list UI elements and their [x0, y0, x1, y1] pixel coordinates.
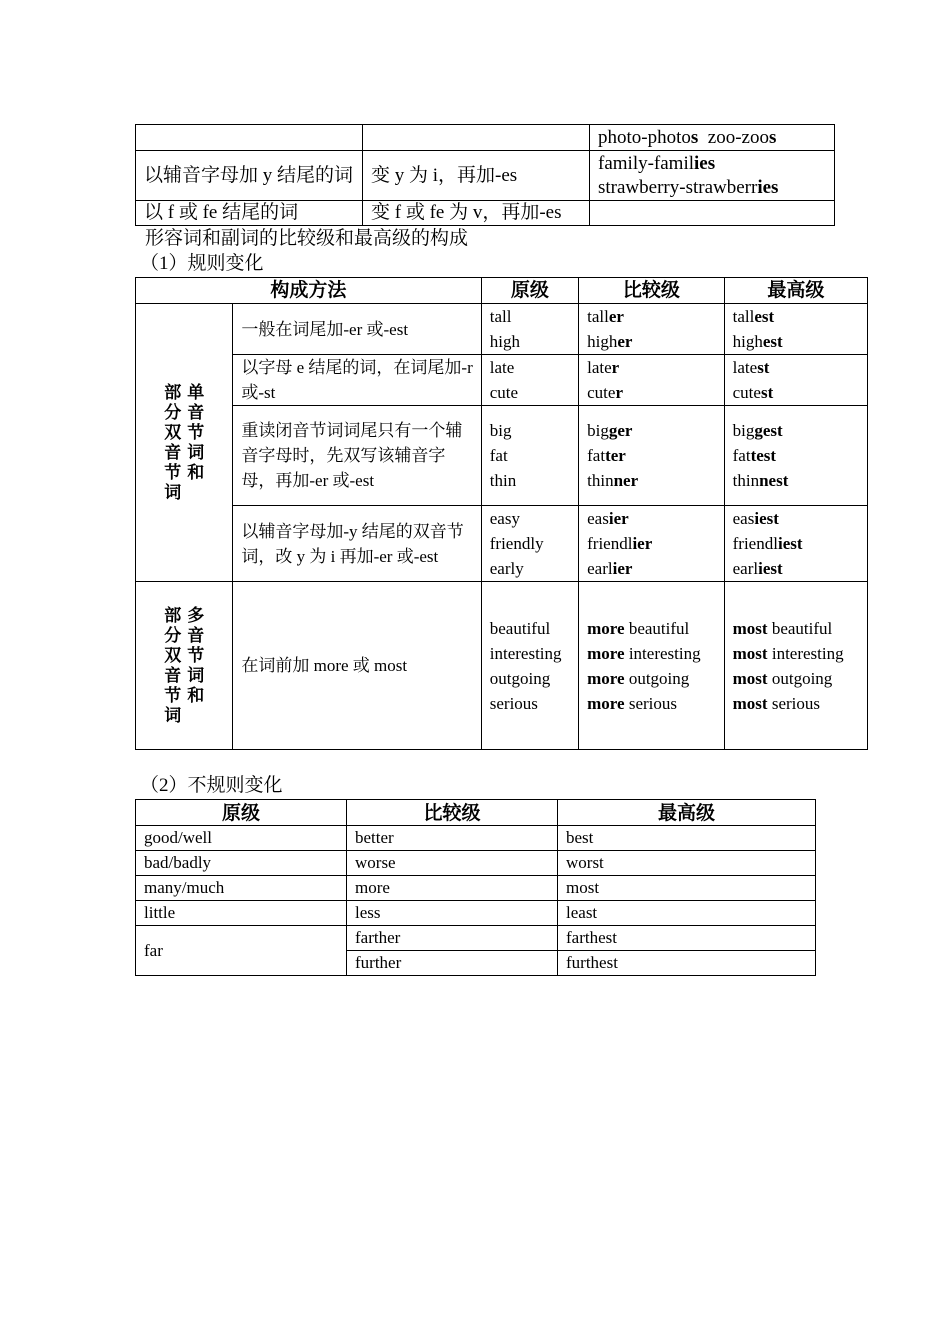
- comparative-cell: bigger fatter thinner: [579, 406, 725, 506]
- rule-cell: 以 f 或 fe 结尾的词: [136, 201, 363, 226]
- table-row: [136, 926, 816, 951]
- vertical-label-column: 部 分 双 音 节 词: [164, 382, 182, 503]
- superlative-cell: best: [558, 826, 816, 851]
- comparative-cell: more beautiful more interesting more outgoing more serious: [579, 582, 725, 750]
- table-row: [136, 901, 816, 926]
- irregular-comparison-table: [135, 799, 816, 976]
- base-cell: big fat thin: [481, 406, 578, 506]
- table-row: [136, 582, 868, 750]
- superlative-cell: latest cutest: [724, 355, 867, 406]
- vertical-label-column: 单 音 节 词 和: [187, 382, 205, 483]
- rule-cell: 以辅音字母加 y 结尾的词: [136, 151, 363, 201]
- header-row: [136, 800, 816, 826]
- superlative-cell: worst: [558, 851, 816, 876]
- superlative-cell: biggest fattest thinnest: [724, 406, 867, 506]
- group-label-poly-and-some-di: [136, 582, 233, 750]
- base-cell: good/well: [136, 826, 347, 851]
- method-cell: 一般在词尾加-er 或-est: [233, 304, 481, 355]
- regular-comparison-table: [135, 277, 868, 750]
- header-superlative: 最高级: [558, 800, 816, 826]
- table-row: [136, 125, 835, 151]
- table-row: [136, 151, 835, 201]
- superlative-cell: least: [558, 901, 816, 926]
- comparative-cell: worse: [347, 851, 558, 876]
- comparative-cell: later cuter: [579, 355, 725, 406]
- base-cell: far: [136, 926, 347, 976]
- superlative-cell: tallest highest: [724, 304, 867, 355]
- comparative-cell: farther: [347, 926, 558, 951]
- method-cell: 变 f 或 fe 为 v，再加-es: [363, 201, 590, 226]
- method-cell: 变 y 为 i，再加-es: [363, 151, 590, 201]
- header-base: 原级: [136, 800, 347, 826]
- irregular-subtitle: （2）不规则变化: [140, 775, 283, 796]
- method-cell: [363, 125, 590, 151]
- table-row: [136, 406, 868, 506]
- rule-cell: [136, 125, 363, 151]
- table-row: [136, 304, 868, 355]
- superlative-cell: farthest: [558, 926, 816, 951]
- base-cell: beautiful interesting outgoing serious: [481, 582, 578, 750]
- method-cell: 在词前加 more 或 most: [233, 582, 481, 750]
- header-base: 原级: [481, 278, 578, 304]
- table-row: [136, 355, 868, 406]
- superlative-cell: easiest friendliest earliest: [724, 506, 867, 582]
- base-cell: many/much: [136, 876, 347, 901]
- method-cell: 以字母 e 结尾的词，在词尾加-r 或-st: [233, 355, 481, 406]
- header-comparative: 比较级: [579, 278, 725, 304]
- comparative-cell: more: [347, 876, 558, 901]
- example-cell: [590, 201, 835, 226]
- vertical-label-column: 部 分 双 音 节 词: [164, 605, 182, 726]
- comparative-cell: better: [347, 826, 558, 851]
- table-row: [136, 826, 816, 851]
- superlative-cell: most: [558, 876, 816, 901]
- superlative-cell: most beautiful most interesting most outgoing most serious: [724, 582, 867, 750]
- plural-rules-table: [135, 124, 835, 226]
- vertical-label-column: 多 音 节 词 和: [187, 605, 205, 706]
- table-row: [136, 876, 816, 901]
- table-row: [136, 506, 868, 582]
- superlative-cell: furthest: [558, 951, 816, 976]
- header-row: [136, 278, 868, 304]
- group-label-mono-and-some-di: [136, 304, 233, 582]
- table-row: [136, 201, 835, 226]
- base-cell: little: [136, 901, 347, 926]
- table-row: [136, 851, 816, 876]
- base-cell: bad/badly: [136, 851, 347, 876]
- base-cell: late cute: [481, 355, 578, 406]
- comparative-cell: less: [347, 901, 558, 926]
- header-comparative: 比较级: [347, 800, 558, 826]
- comparative-cell: easier friendlier earlier: [579, 506, 725, 582]
- comparative-cell: further: [347, 951, 558, 976]
- example-cell: family-families strawberry-strawberries: [590, 151, 835, 201]
- method-cell: 以辅音字母加-y 结尾的双音节词，改 y 为 i 再加-er 或-est: [233, 506, 481, 582]
- base-cell: easy friendly early: [481, 506, 578, 582]
- section-title: 形容词和副词的比较级和最高级的构成: [145, 228, 469, 249]
- example-cell: photo-photos zoo-zoos: [590, 125, 835, 151]
- regular-subtitle: （1）规则变化: [140, 253, 264, 274]
- method-cell: 重读闭音节词词尾只有一个辅音字母时，先双写该辅音字母，再加-er 或-est: [233, 406, 481, 506]
- base-cell: tall high: [481, 304, 578, 355]
- header-method: 构成方法: [136, 278, 482, 304]
- comparative-cell: taller higher: [579, 304, 725, 355]
- header-superlative: 最高级: [724, 278, 867, 304]
